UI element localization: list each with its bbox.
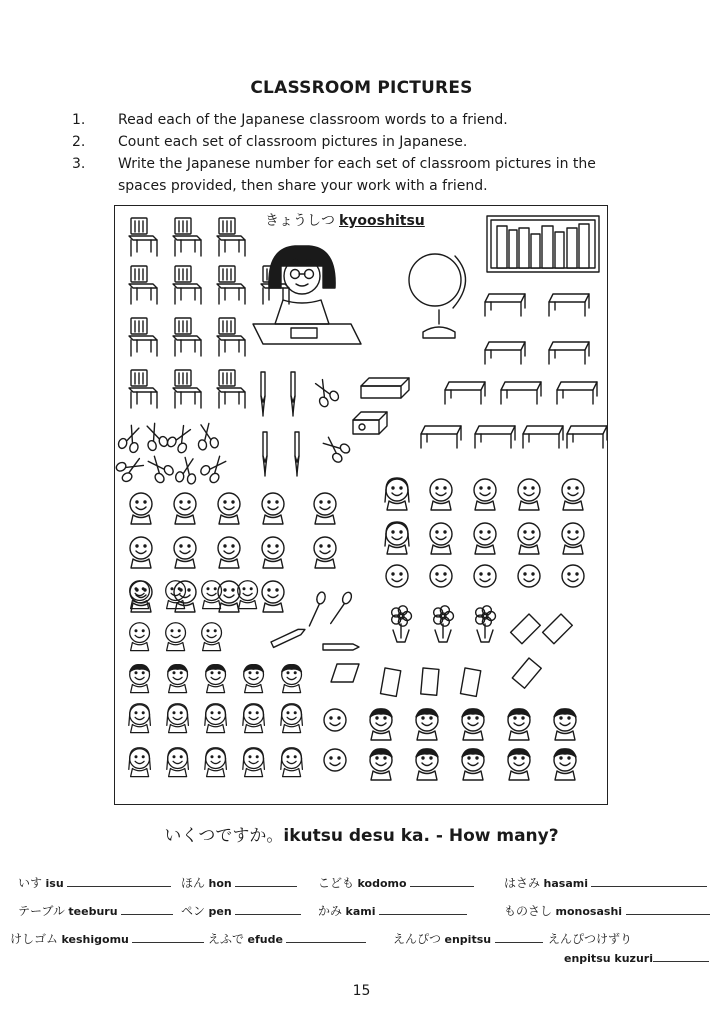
child-face-icon (430, 479, 452, 510)
pencil-sharpener-icon (361, 378, 409, 398)
answer-blank[interactable] (626, 913, 710, 915)
vocab-romaji: pen (208, 905, 232, 918)
scissors-icon (319, 433, 351, 464)
child-face-icon (244, 665, 264, 693)
scissors-icon (166, 423, 196, 455)
scissors-icon (115, 453, 146, 483)
vocab-item-keshigomu (10, 930, 204, 947)
vocab-romaji: enpitsu kuzuri (564, 952, 653, 965)
child-face-icon (385, 478, 409, 510)
question-text: ikutsu desu ka. - How many? (283, 826, 559, 846)
child-face-icon (167, 748, 189, 777)
desk-icon (445, 382, 485, 404)
child-face-icon (218, 581, 240, 612)
desk-icon (549, 294, 589, 316)
paper-icon (512, 658, 541, 688)
vocab-romaji: teeburu (68, 905, 118, 918)
child-face-icon (218, 493, 240, 524)
child-face-icon (130, 623, 150, 651)
chair-icon (173, 218, 201, 256)
child-face-icon (386, 565, 408, 587)
vocab-japanese: いす (18, 876, 43, 890)
child-face-icon (129, 704, 151, 733)
child-face-icon (385, 522, 409, 554)
vocab-japanese: ものさし (504, 904, 553, 918)
chair-icon (217, 370, 245, 408)
bookshelf-icon (487, 216, 599, 272)
answer-blank[interactable] (235, 913, 301, 915)
answer-blank[interactable] (410, 885, 474, 887)
instruction-number: 1. (72, 112, 86, 128)
child-face-icon (281, 748, 303, 777)
vocab-item-efude (208, 930, 366, 947)
paper-icon (380, 668, 400, 696)
vocab-romaji: efude (247, 933, 283, 946)
chair-icon (173, 370, 201, 408)
vocab-japanese: はさみ (504, 876, 541, 890)
child-face-icon (168, 665, 188, 693)
child-face-icon (243, 748, 265, 777)
chair-icon (173, 318, 201, 356)
scene-label (265, 210, 425, 230)
paintbrush-icon (291, 372, 295, 416)
child-face-icon (370, 709, 392, 740)
child-face-icon (430, 565, 452, 587)
vocab-romaji: enpitsu (444, 933, 492, 946)
chair-icon (217, 318, 245, 356)
child-face-icon (262, 537, 284, 568)
classroom-picture-frame (114, 205, 608, 805)
instruction-number: 2. (72, 134, 86, 150)
vocab-japanese: こども (318, 876, 355, 890)
child-face-icon (518, 479, 540, 510)
child-face-icon (130, 537, 152, 568)
child-face-icon (202, 623, 222, 651)
child-face-icon (474, 479, 496, 510)
child-face-icon (129, 748, 151, 777)
answer-blank[interactable] (286, 941, 366, 943)
desk-icon (485, 342, 525, 364)
vocab-japanese: けしゴム (10, 932, 59, 946)
child-face-icon (430, 523, 452, 554)
child-face-icon (518, 565, 540, 587)
paintbrush-icon (263, 432, 267, 476)
child-face-icon (174, 493, 196, 524)
instruction-text: Count each set of classroom pictures in Japanese. (118, 134, 468, 150)
child-face-icon (554, 749, 576, 780)
chair-icon (129, 318, 157, 356)
vocab-item-hasami (504, 874, 707, 891)
flower-icon (392, 606, 412, 642)
child-face-icon (205, 704, 227, 733)
child-face-icon (314, 493, 336, 524)
page-number: 15 (352, 983, 371, 999)
vocab-item-enpitsu (393, 930, 543, 947)
child-face-icon (167, 704, 189, 733)
child-face-icon (562, 479, 584, 510)
paper-icon (543, 614, 573, 644)
vocab-item-enpitsu-kuzuri-japanese (548, 930, 632, 947)
classroom-illustration (115, 206, 607, 804)
question-japanese: いくつですか。 (164, 826, 284, 846)
child-face-icon (130, 493, 152, 524)
paintbrush-icon (261, 372, 265, 416)
vocab-item-monosashi (504, 902, 710, 919)
child-face-icon (281, 704, 303, 733)
scene-label-romaji: kyooshitsu (339, 213, 425, 229)
child-face-icon (324, 749, 346, 771)
child-face-icon (562, 565, 584, 587)
desk-icon (501, 382, 541, 404)
child-face-icon (462, 749, 484, 780)
answer-blank[interactable] (379, 913, 467, 915)
child-face-icon (262, 493, 284, 524)
child-face-icon (324, 709, 346, 731)
flower-icon (476, 606, 496, 642)
vocab-japanese: ほん (181, 876, 206, 890)
scene-label-japanese: きょうしつ (265, 213, 335, 229)
chair-icon (129, 218, 157, 256)
vocab-japanese: かみ (318, 904, 343, 918)
how-many-question (0, 821, 723, 846)
monosashi-icon (309, 591, 326, 628)
child-face-icon (166, 623, 186, 651)
instruction-text: Read each of the Japanese classroom words to a friend. (118, 112, 508, 128)
vocab-japanese: えふで (208, 932, 245, 946)
vocab-item-isu (18, 874, 171, 891)
child-face-icon (282, 665, 302, 693)
vocab-item-pen (181, 902, 301, 919)
answer-blank[interactable] (653, 960, 709, 962)
desk-icon (475, 426, 515, 448)
vocab-romaji: kami (345, 905, 376, 918)
child-face-icon (508, 749, 530, 780)
answer-blank[interactable] (495, 941, 543, 943)
desk-icon (567, 426, 607, 448)
scissors-icon (141, 421, 168, 451)
answer-blank[interactable] (67, 885, 171, 887)
chair-icon (217, 266, 245, 304)
vocab-item-hon (181, 874, 297, 891)
child-face-icon (130, 665, 150, 693)
globe-icon (409, 254, 466, 338)
desk-icon (549, 342, 589, 364)
desk-icon (421, 426, 461, 448)
child-face-icon (174, 581, 196, 612)
child-face-icon (314, 537, 336, 568)
chair-icon (217, 218, 245, 256)
scissors-icon (195, 422, 219, 450)
vocab-romaji: kodomo (357, 877, 407, 890)
child-face-icon (416, 749, 438, 780)
answer-blank[interactable] (132, 941, 204, 943)
child-face-icon (474, 523, 496, 554)
child-face-icon (166, 581, 186, 609)
child-face-icon (474, 565, 496, 587)
chair-icon (129, 370, 157, 408)
instruction-text: Write the Japanese number for each set of classroom pictures in the spaces provided, then share your work with a friend. (118, 156, 596, 194)
paper-icon (421, 668, 439, 695)
child-face-icon (370, 749, 392, 780)
child-face-icon (218, 537, 240, 568)
vocab-romaji: hasami (543, 877, 588, 890)
pen-icon (271, 627, 306, 648)
answer-blank[interactable] (121, 913, 173, 915)
vocab-japanese: えんぴつ (393, 932, 442, 946)
chair-icon (129, 266, 157, 304)
instruction-number: 3. (72, 156, 86, 172)
desk-icon (485, 294, 525, 316)
child-face-icon (238, 581, 258, 609)
child-face-icon (416, 709, 438, 740)
pen-icon (323, 644, 359, 650)
vocab-romaji: hon (208, 877, 232, 890)
scissors-icon (144, 452, 175, 484)
desk-icon (557, 382, 597, 404)
vocab-item-kodomo (318, 874, 474, 891)
scissors-icon (117, 423, 144, 453)
vocab-romaji: monosashi (555, 905, 623, 918)
vocab-romaji: isu (45, 877, 64, 890)
vocab-romaji: keshigomu (61, 933, 129, 946)
vocab-item-teeburu (18, 902, 173, 919)
answer-blank[interactable] (591, 885, 707, 887)
child-face-icon (205, 748, 227, 777)
child-face-icon (262, 581, 284, 612)
monosashi-icon (331, 591, 353, 627)
scissors-icon (310, 377, 340, 409)
child-face-icon (562, 523, 584, 554)
vocab-japanese: ペン (181, 904, 206, 918)
vocab-japanese: テーブル (18, 904, 65, 918)
paper-icon (460, 668, 480, 696)
child-face-icon (518, 523, 540, 554)
vocab-item-kami (318, 902, 467, 919)
scissors-icon (199, 452, 230, 484)
pencil-sharpener-icon (353, 412, 387, 434)
chair-icon (173, 266, 201, 304)
page-title: CLASSROOM PICTURES (250, 78, 473, 98)
eraser-icon (331, 664, 359, 682)
child-face-icon (174, 537, 196, 568)
child-face-icon (206, 665, 226, 693)
child-face-icon (508, 709, 530, 740)
desk-icon (523, 426, 563, 448)
paintbrush-icon (295, 432, 299, 476)
child-face-icon (462, 709, 484, 740)
vocab-item-enpitsu-kuzuri (564, 952, 709, 965)
child-face-icon (243, 704, 265, 733)
paper-icon (511, 614, 541, 644)
scissors-icon (175, 456, 199, 484)
vocab-japanese: えんぴつけずり (548, 932, 633, 946)
flower-icon (434, 606, 454, 642)
answer-blank[interactable] (235, 885, 297, 887)
child-face-icon (554, 709, 576, 740)
